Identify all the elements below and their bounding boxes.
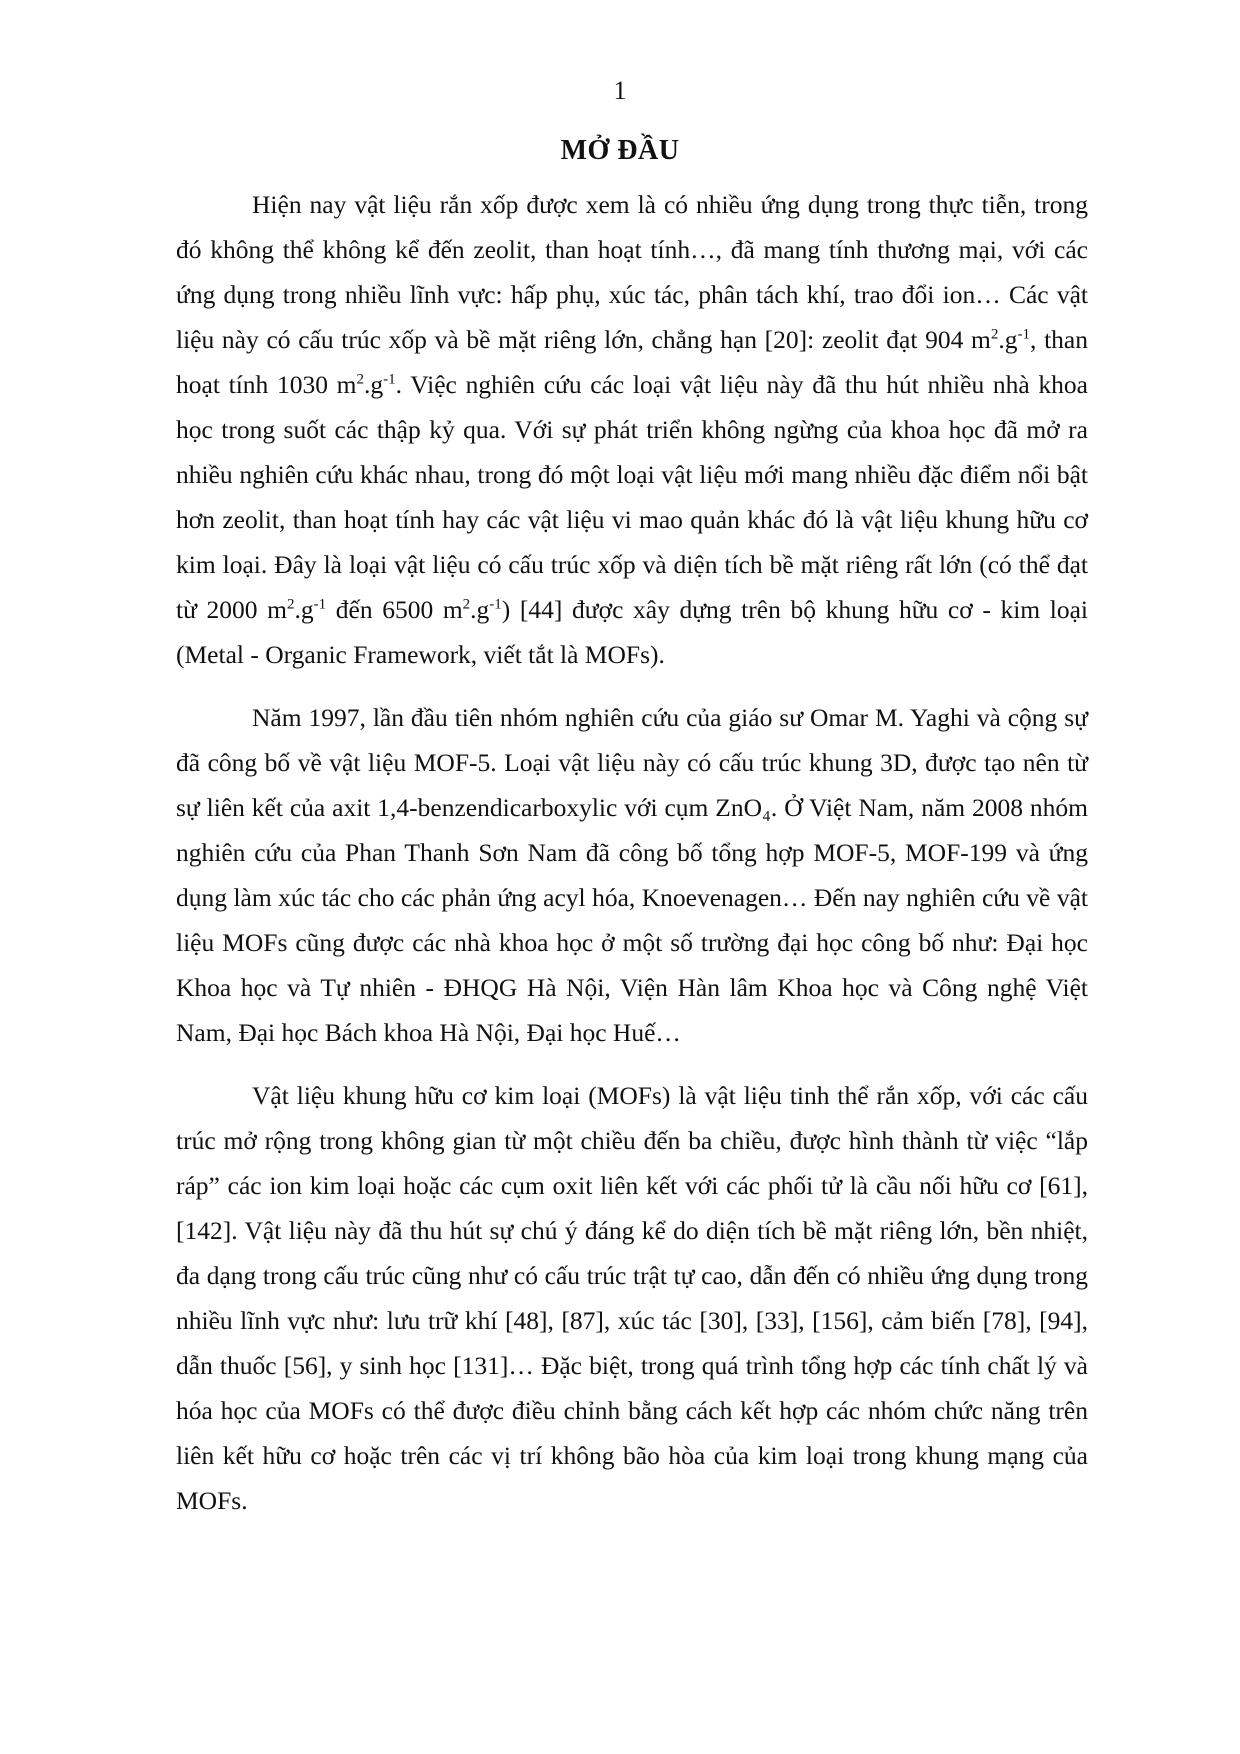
- paragraph-1-text-3: , than hoạt tính 1030 m: [176, 325, 1088, 399]
- paragraph-2: Năm 1997, lần đầu tiên nhóm nghiên cứu của giáo sư Omar M. Yaghi và cộng sự đã công bố về vật liệu MOF-5. Loại vật liệu này có cấu trúc khung 3D, được tạo nên từ sự liên kết của axit 1,4-benzendicarboxylic với cụm ZnO₄. Ở Việt Nam, năm 2008 nhóm nghiên cứu của Phan Thanh Sơn Nam đã công bố tổng hợp MOF-5, MOF-199 và ứng dụng làm xúc tác cho các phản ứng acyl hóa, Knoevenagen… Đến nay nghiên cứu về vật liệu MOFs cũng được các nhà khoa học ở một số trường đại học công bố như: Đại học Khoa học và Tự nhiên - ĐHQG Hà Nội, Viện Hàn lâm Khoa học và Công nghệ Việt Nam, Đại học Bách khoa Hà Nội, Đại học Huế…: [176, 703, 1088, 1047]
- paragraph-1-text-5: . Việc nghiên cứu các loại vật liệu này đã thu hút nhiều nhà khoa học trong suốt các thập kỷ qua. Với sự phát triển không ngừng của khoa học đã mở ra nhiều nghiên cứu khác nhau, trong đó một loại vật liệu mới mang nhiều đặc điểm nổi bật hơn zeolit, than hoạt tính hay các vật liệu vi mao quản khác đó là vật liệu khung hữu cơ kim loại. Đây là loại vật liệu có cấu trúc xốp và diện tích bề mặt riêng rất lớn (có thể đạt từ 2000 m: [176, 370, 1088, 624]
- superscript-m2: 2: [462, 596, 471, 613]
- superscript-m2: 2: [287, 596, 295, 613]
- paragraph-1-text-2: .g: [998, 325, 1018, 354]
- paragraph-1-text-1: Hiện nay vật liệu rắn xốp được xem là có nhiều ứng dụng trong thực tiễn, trong đó không thể không kể đến zeolit, than hoạt tính…, đã mang tính thương mại, với các ứng dụng trong nhiều lĩnh vực: hấp phụ, xúc tác, phân tách khí, trao đổi ion… Các vật liệu này có cấu trúc xốp và bề mặt riêng lớn, chẳng hạn [20]: zeolit đạt 904 m: [176, 190, 1088, 354]
- paragraph-3: Vật liệu khung hữu cơ kim loại (MOFs) là vật liệu tinh thể rắn xốp, với các cấu trúc mở rộng trong không gian từ một chiều đến ba chiều, được hình thành từ việc “lắp ráp” các ion kim loại hoặc các cụm oxit liên kết với các phối tử là cầu nối hữu cơ [61], [142]. Vật liệu này đã thu hút sự chú ý đáng kể do diện tích bề mặt riêng lớn, bền nhiệt, đa dạng trong cấu trúc cũng như có cấu trúc trật tự cao, dẫn đến có nhiều ứng dụng trong nhiều lĩnh vực như: lưu trữ khí [48], [87], xúc tác [30], [33], [156], cảm biến [78], [94], dẫn thuốc [56], y sinh học [131]… Đặc biệt, trong quá trình tổng hợp các tính chất lý và hóa học của MOFs có thể được điều chỉnh bằng cách kết hợp các nhóm chức năng trên liên kết hữu cơ hoặc trên các vị trí không bão hòa của kim loại trong khung mạng của MOFs.: [176, 1081, 1088, 1515]
- paragraph-1-text-6: .g: [294, 595, 314, 624]
- superscript-m2: 2: [356, 371, 365, 388]
- paragraph-1-text-8: .g: [470, 595, 490, 624]
- page-number: 1: [613, 76, 627, 105]
- page-title: MỞ ĐẦU: [560, 135, 680, 166]
- superscript-m2: 2: [990, 326, 999, 343]
- superscript-g-1: -1: [1017, 326, 1031, 343]
- body-text: [176, 182, 1088, 1523]
- paragraph-1-text-9: ) [44] được xây dựng trên bộ khung hữu cơ - kim loại (Metal - Organic Framework, viết tắt là MOFs).: [176, 595, 1088, 669]
- superscript-g-1: -1: [489, 596, 502, 613]
- paragraph-1: [176, 182, 1088, 677]
- superscript-g-1: -1: [383, 371, 396, 388]
- superscript-g-1: -1: [313, 596, 327, 613]
- paragraph-1-text-4: .g: [364, 370, 384, 399]
- paragraph-1-text-7: đến 6500 m: [326, 595, 463, 624]
